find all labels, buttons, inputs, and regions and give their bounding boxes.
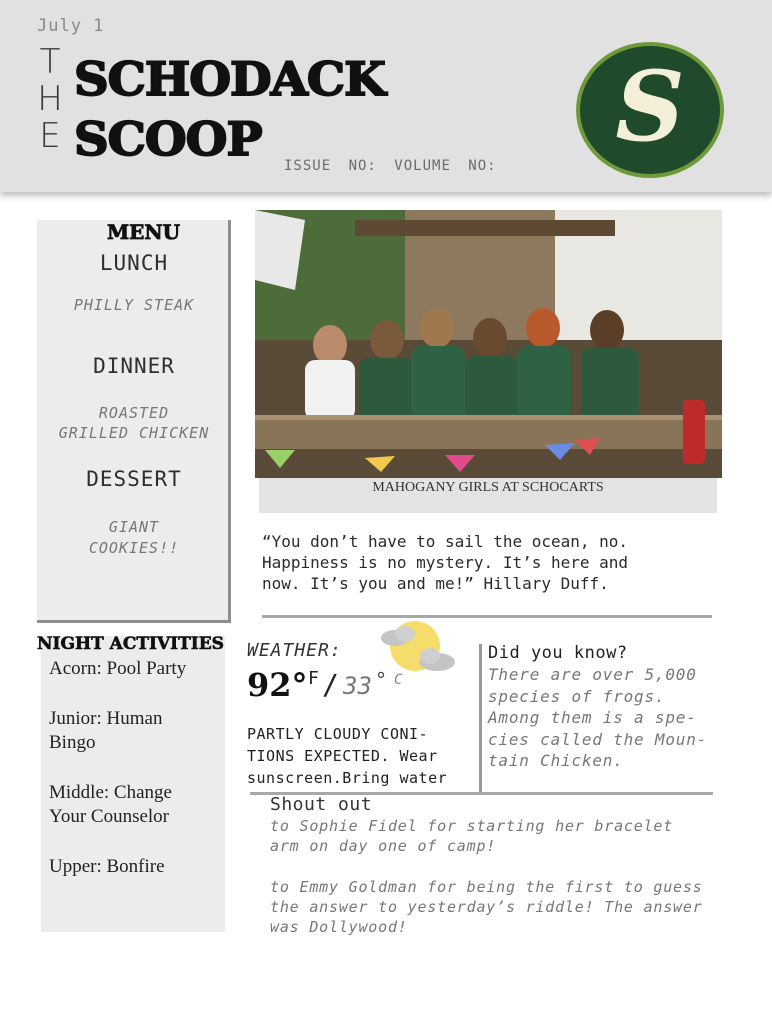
weather-forecast [247,723,479,789]
shout-out-line: arm on day one of camp! [270,837,497,855]
group-photo-illustration [255,210,722,478]
issue-date: July 1 [37,16,105,36]
shout-out-item-2 [270,877,720,937]
night-activity-line: Upper: Bonfire [49,856,165,877]
lunch-item: PHILLY STEAK [73,296,195,314]
fact-line3: Among them is a spe- [488,708,697,727]
night-activity-line: Acorn: Pool Party [49,658,187,679]
shout-out-line: the answer to yesterday’s riddle! The answer [270,898,703,916]
dinner-item-line2: GRILLED CHICKEN [58,424,210,442]
night-activity-line: Junior: Human [49,708,163,729]
fahrenheit-unit: F [308,668,319,689]
fact-line5: tain Chicken. [488,751,624,770]
dessert-item-line1: GIANT [108,518,160,536]
shout-out-line: to Emmy Goldman for being the first to guess [270,878,703,896]
menu-title: MENU [107,220,181,244]
quote-block [262,531,722,594]
issue-number-label: ISSUE NO: [284,158,377,174]
fact-line2: species of frogs. [488,686,666,706]
issue-volume-line [284,158,497,174]
night-activity-line: Middle: Change [49,782,172,803]
forecast-line2: TIONS EXPECTED. Wear [247,747,438,765]
shout-out-line: to Sophie Fidel for starting her bracelet [270,817,674,835]
celsius-unit: C [394,672,403,688]
celsius-degree: ° [375,668,388,692]
newspaper-title-line1: SCHODACK [74,53,385,107]
group-photo [255,210,722,478]
menu-panel [37,220,231,623]
masthead [0,0,772,192]
dinner-item-line1: ROASTED [98,404,170,422]
fact-line4: cies called the Moun- [488,729,708,749]
shout-out-item-1 [270,816,720,856]
night-activity-acorn [49,657,219,681]
quote-line3: now. It’s you and me!” Hillary Duff. [262,574,609,593]
the-letter-t: T [39,42,61,82]
column-divider [479,644,482,794]
photo-caption-bar [259,478,717,513]
dessert-heading: DESSERT [86,467,182,491]
fact-line1: There are over 5,000 [488,665,697,684]
night-activities-title: NIGHT ACTIVITIES [37,634,224,654]
shout-out-title: Shout out [270,794,373,815]
dinner-heading: DINNER [93,354,175,378]
forecast-line3: sunscreen.Bring water [247,769,448,787]
temperature-celsius: 33 [343,672,372,700]
dessert-item-line2: COOKIES!! [88,539,180,557]
quote-line1: “You don’t have to sail the ocean, no. [262,532,629,551]
shout-out-line: was Dollywood! [270,918,408,936]
forecast-line1: PARTLY CLOUDY CONI- [247,725,429,743]
night-activity-line: Your Counselor [49,806,170,827]
volume-number-label: VOLUME NO: [394,158,497,174]
the-letter-e: E [39,116,61,156]
partly-cloudy-icon [375,618,457,676]
quote-line2: Happiness is no mystery. It’s here and [262,553,629,572]
logo-letter: S [615,50,685,163]
night-activity-junior [49,707,219,755]
night-activity-upper [49,855,219,879]
did-you-know-title: Did you know? [488,643,628,663]
weather-label: WEATHER: [247,640,342,661]
night-activity-middle [49,781,219,829]
temperature-separator: / [322,668,339,701]
the-letter-h: H [37,79,63,119]
section-divider [262,615,712,618]
did-you-know-body [488,664,728,772]
temperature-fahrenheit: 92° [247,666,308,704]
camp-logo [576,42,724,178]
photo-caption: MAHOGANY GIRLS AT SCHOCARTS [372,480,604,495]
title-the-vertical [37,44,63,155]
newspaper-title-line2: SCOOP [74,113,262,167]
night-activity-line: Bingo [49,732,96,753]
lunch-heading: LUNCH [99,251,169,275]
